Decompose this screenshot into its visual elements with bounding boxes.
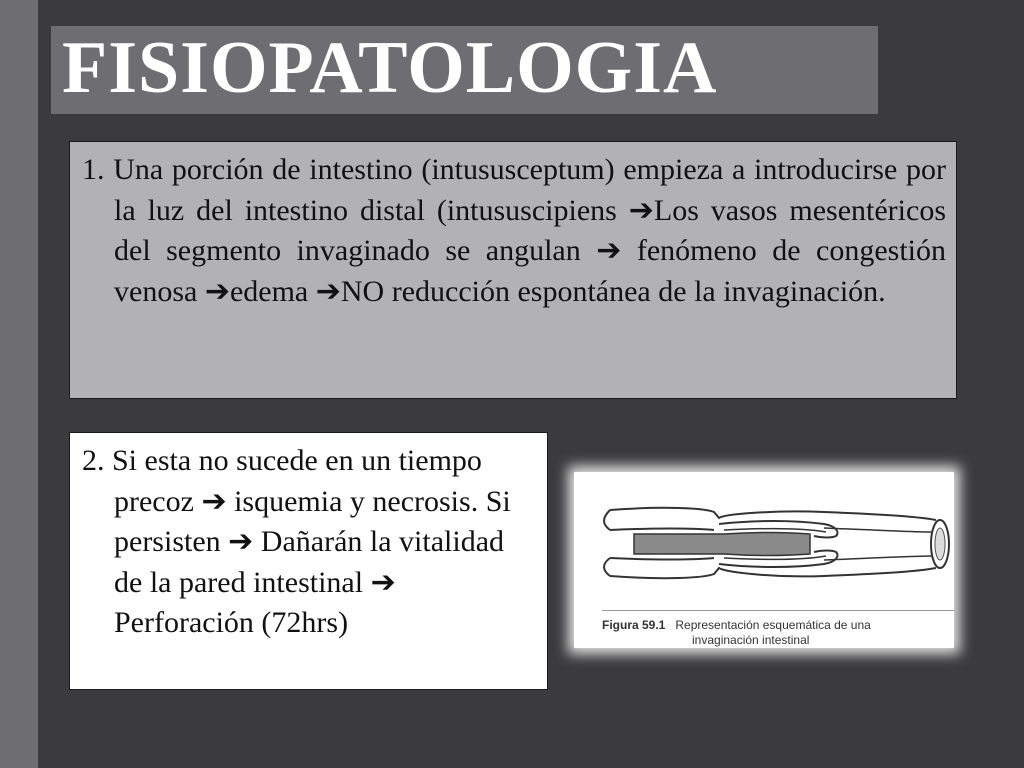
point-2-number: 2.	[82, 444, 105, 477]
inner-layer	[724, 529, 826, 532]
arrow-icon: ➔	[596, 234, 622, 267]
point-1-box	[69, 141, 957, 399]
point-1-number: 1.	[82, 153, 105, 186]
point-1-text: 1. Una porción de intestino (intususceptum) empieza a introducirse por la luz del intestino distal (intususcipiens ➔Los vasos mesentéricos del segmento invaginado se angulan ➔ fenómeno de congestión venosa ➔edema ➔NO reducción espontánea de la invaginación.	[82, 153, 947, 308]
arrow-icon: ➔	[315, 274, 341, 308]
point-2-box	[69, 432, 548, 690]
proximal-end	[604, 558, 610, 576]
intussusception-figure	[574, 472, 954, 648]
arrow-icon: ➔	[370, 565, 396, 599]
arrow-icon: ➔	[228, 525, 254, 558]
inner-layer	[724, 556, 826, 559]
outer-tube-wall	[610, 568, 936, 578]
outer-tube-wall	[824, 556, 932, 560]
arrow-icon: ➔	[201, 484, 227, 518]
arrow-icon: ➔	[204, 274, 230, 308]
caption-line-2: invaginación intestinal	[692, 633, 810, 647]
intussusceptum-lumen	[634, 533, 810, 556]
point-2-text: 2. Si esta no sucede en un tiempo precoz ➔ isquemia y necrosis. Si persisten ➔ Dañarán la vitalidad de la pared intestinal ➔ Perforación (72hrs)	[82, 444, 511, 639]
caption-line-1: Representación esquemática de una	[675, 618, 871, 632]
caption-divider	[602, 610, 954, 611]
proximal-end	[604, 510, 610, 530]
left-sidebar-bar	[0, 0, 38, 768]
outer-tube-wall	[610, 529, 714, 531]
slide-title: FISIOPATOLOGIA	[62, 27, 718, 109]
arrow-icon: ➔	[628, 193, 654, 227]
figure-caption	[602, 618, 954, 648]
distal-opening	[935, 528, 945, 560]
outer-tube-wall	[610, 558, 714, 560]
outer-tube-wall	[824, 528, 932, 532]
outer-tube-wall	[610, 508, 936, 520]
figure-label: Figura 59.1	[602, 618, 666, 632]
